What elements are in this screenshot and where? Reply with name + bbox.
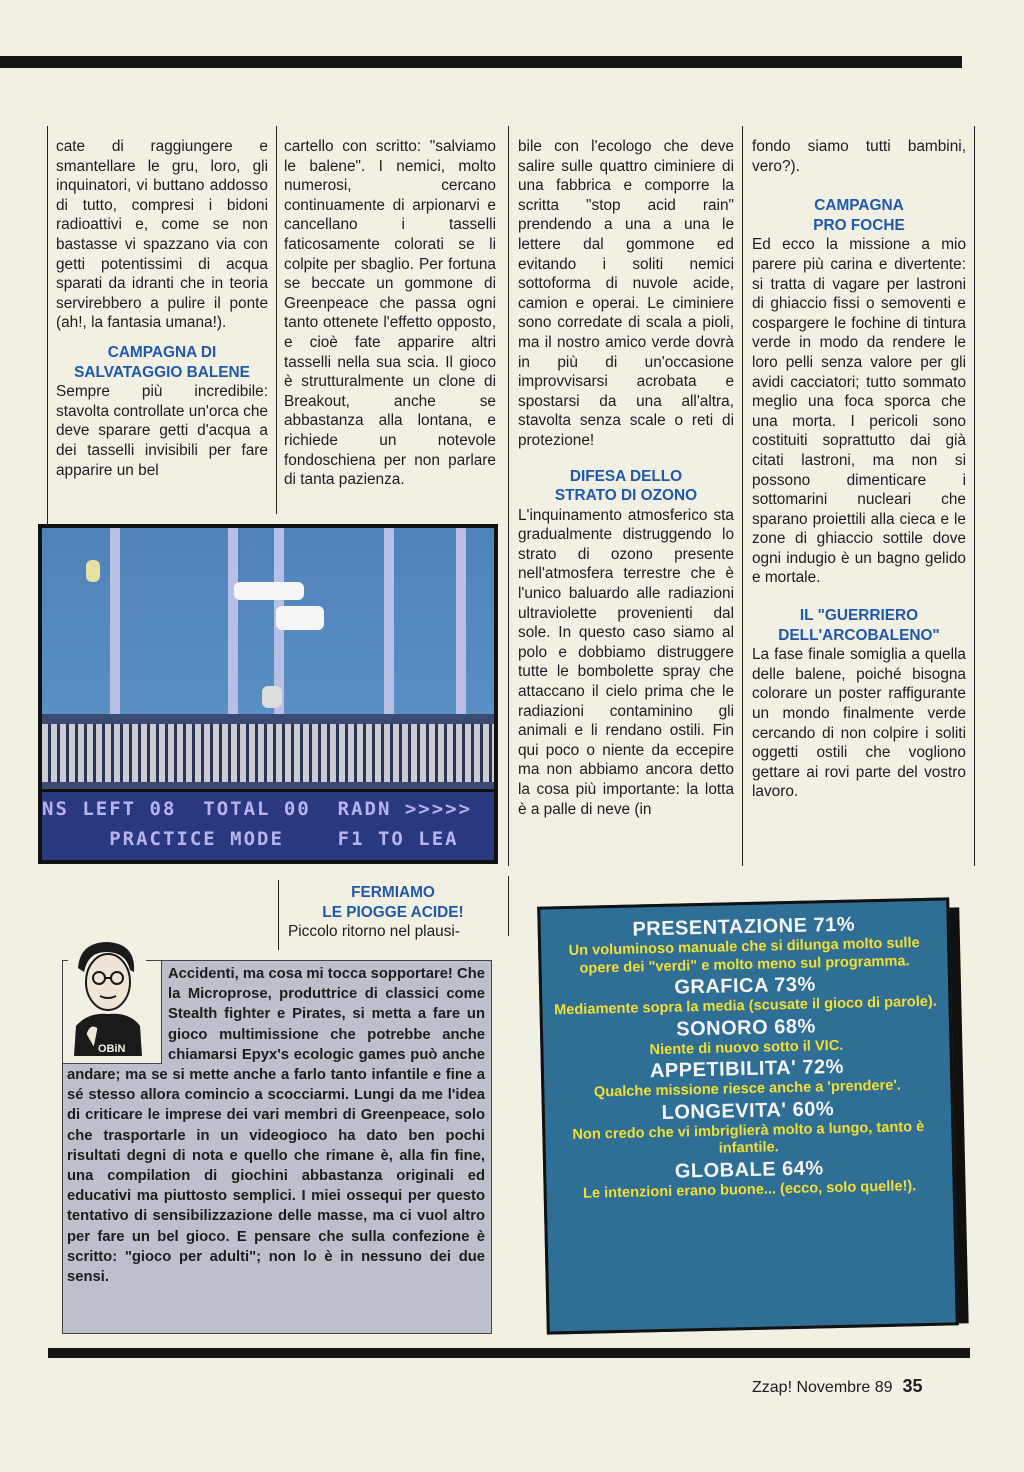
section-heading: LE PIOGGE ACIDE! [322, 903, 464, 921]
magazine-issue: Zzap! Novembre 89 [752, 1379, 893, 1396]
paragraph: bile con l'ecologo che deve salire sulle quattro ciminiere di una fabbrica e comporre la scritta "stop acid rain" prendendo a una a una le lettere dal gommone ed evitando i soliti nemici sottoforma di nuvole acide, camion e operai. Le ciminiere sono corredate di scala a pioli, ma il nostro amico verde dovrà in più di un'occasione improvvisarsi acrobata e spostarsi da una all'altra, stavolta senza scale o reti di protezione! [518, 138, 734, 449]
rating-title: PRESENTAZIONE 71% [632, 913, 856, 941]
column-divider [508, 126, 509, 866]
section-heading: CAMPAGNA [814, 197, 904, 215]
ratings-box [537, 897, 959, 1334]
section-heading: IL "GUERRIERO [799, 607, 919, 625]
paragraph: Sempre più incredibile: stavolta controllate un'orca che deve sparare getti d'acqua a dei tasselli invisibili per fare apparire un bel [56, 383, 268, 479]
paragraph: La fase finale somiglia a quella delle balene, poiché bisogna colorare un poster raffigurante un mondo finalmente verde cercando di non colpire i soliti oggetti ostili che vogliono gettare ai rovi parte del vostro lavoro. [752, 646, 966, 801]
column-divider [508, 876, 509, 936]
paragraph: L'inquinamento atmosferico sta gradualmente distruggendo lo strato di ozono presente nell'atmosfera terrestre che è l'unico baluardo alle radiazioni ultraviolette provenienti dal sole. In questo caso siamo al polo e dobbiamo distruggere tutte le bombolette spray che attaccano il cielo prima che le radiazioni contaminino gli animali e li rendano ostili. Fin qui poco o niente da eccepire ma non abbiamo ancora detto la cosa più importante: la lotta è a palle di neve (in [518, 506, 734, 818]
section-heading: DELL'ARCOBALENO" [778, 626, 940, 644]
page-number: 35 [902, 1376, 923, 1396]
review-text: Accidenti, ma cosa mi tocca sopportare! Che la Microprose, produttrice di classici come Stealth fighter e Pirates, si metta a fare un gioco multimissione che potrebbe anche chiamarsi Epyx's ecologic games può anche andare; ma se si mette anche a farlo tanto infantile e fine a sé stesso allora comincio a scocciarmi. Lungi da me l'idea di criticare le imprese dei vari membri di Greenpeace, solo che trasportarle in un videogioco ha dato ben pochi risultati degni di nota e quello che rimane è, alla fin fine, una compilation di giochini abbastanza originali ed educativi ma piuttosto semplici. I miei ossequi per questo tentativo di sensibilizzazione delle masse, ma ci vuol altro per fare un bel gioco. E pensare che sulla confezione è scritto: "gioco per adulti"; non lo è in nessuno dei due sensi. [67, 966, 485, 1286]
bottom-rule [48, 1348, 970, 1358]
column-divider [974, 126, 975, 866]
top-rule [0, 56, 962, 68]
section-heading: SALVATAGGIO BALENE [74, 363, 250, 381]
section-heading: FERMIAMO [351, 884, 435, 901]
rating-title: LONGEVITA' 60% [661, 1097, 835, 1124]
paragraph: Piccolo ritorno nel plausi- [288, 923, 460, 941]
column-divider [276, 126, 277, 514]
rating-comment: Qualche missione riesce anche a 'prendere'. [593, 1077, 902, 1101]
screenshot-pole [384, 528, 394, 718]
page-footer [752, 1376, 923, 1397]
rating-comment: Mediamente sopra la media (scusate il gioco di parole). [553, 993, 938, 1019]
text-column-1 [56, 137, 268, 480]
screenshot-pole [228, 528, 238, 718]
text-column-4 [752, 137, 966, 802]
screenshot-hud [42, 792, 494, 860]
screenshot-pole [456, 528, 466, 718]
portrait-name-tag: OBiN [98, 1043, 126, 1055]
rating-comment: Niente di nuovo sotto il VIC. [649, 1037, 844, 1058]
hud-line: PRACTICE MODE F1 TO LEA [42, 828, 459, 850]
text-column-3 [518, 137, 734, 819]
game-screenshot [38, 524, 498, 864]
section-heading: PRO FOCHE [813, 216, 905, 234]
screenshot-cloud [276, 606, 324, 630]
rating-comment: Le intenzioni erano buone... (ecco, solo quelle!). [582, 1177, 917, 1202]
hud-line: NS LEFT 08 TOTAL 00 RADN >>>>> [42, 798, 473, 820]
reviewer-portrait [68, 938, 146, 1056]
rating-comment: Non credo che vi imbriglierà molto a lungo, tanto è infantile. [572, 1118, 925, 1157]
text-column-2 [284, 137, 496, 490]
column-divider [742, 126, 743, 866]
paragraph: Ed ecco la missione a mio parere più carina e divertente: si tratta di vagare per lastroni di ghiaccio fissi o semoventi e cospargere le fochine di tintura verde in modo da rendere le loro pelli senza valore per gli avidi cacciatori; tutto sommato meglio una foca sporca che una morta. I pericoli sono costituiti soprattutto dai già citati lastroni, ma non si possono dimenticare i sottomarini nucleari che sparano proiettili alla cieca e le zone di ghiaccio sottile dove ogni indugio è un bagno gelido e mortale. [752, 236, 966, 587]
screenshot-pole [110, 528, 120, 718]
rating-comment: Un voluminoso manuale che si dilunga molto sulle opere dei "verdi" e molto meno sul programma. [568, 935, 920, 977]
section-heading: CAMPAGNA DI [107, 343, 217, 361]
rating-title: GLOBALE 64% [674, 1156, 824, 1183]
screenshot-rooftops [42, 724, 494, 782]
rating-title: SONORO 68% [676, 1014, 816, 1041]
screenshot-cloud [234, 582, 304, 600]
rating-title: APPETIBILITA' 72% [649, 1055, 845, 1083]
paragraph: cate di raggiungere e smantellare le gru, loro, gli inquinatori, vi buttano addosso di tutto, compresi i bidoni radioattivi e, come se non bastasse vi spazzano via con getti potentissimi di acqua sparati da idranti che in teoria servirebbero a pulire il ponte (ah!, la fantasia umana!). [56, 138, 268, 332]
section-heading: DIFESA DELLO [569, 467, 683, 485]
paragraph: cartello con scritto: "salviamo le balene". I nemici, molto numerosi, cercano continuamente di arpionarvi e cancellano i tasselli faticosamente colorati se li colpite per sbaglio. Per fortuna se beccate un gommone di Greenpeace che passa ogni tanto ottenete l'effetto opposto, e cioè fate apparire altri tasselli nella sua scia. Il gioco è strutturalmente un clone di Breakout, anche se abbastanza alla lontana, e richiede un notevole fondoschiena per non parlare di tanta pazienza. [284, 138, 496, 489]
rating-title: GRAFICA 73% [674, 973, 817, 999]
column-divider [47, 126, 48, 524]
paragraph: fondo siamo tutti bambini, vero?). [752, 138, 966, 175]
text-column-5 [288, 883, 498, 942]
screenshot-sprite [86, 560, 100, 582]
column-divider [278, 880, 279, 950]
section-heading: STRATO DI OZONO [554, 487, 698, 505]
screenshot-player [262, 686, 282, 708]
